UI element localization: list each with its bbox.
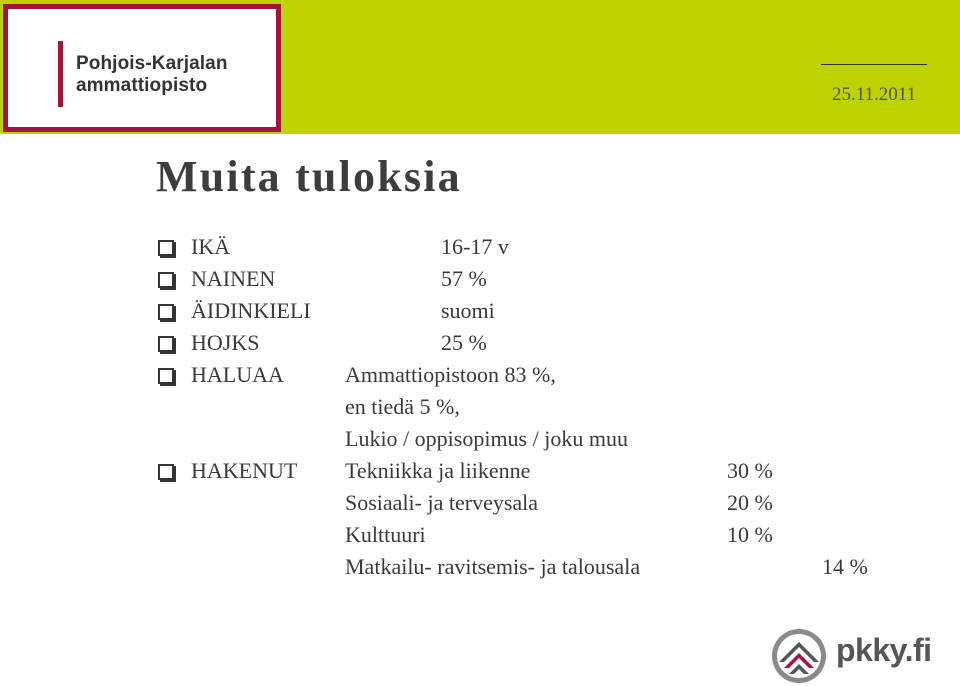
item-value: 25 %: [441, 330, 487, 355]
logo-accent-bar: [58, 41, 63, 107]
item-label: ÄIDINKIELI: [191, 298, 311, 323]
slide-title: Muita tuloksia: [156, 152, 462, 201]
item-value: 57 %: [441, 266, 487, 291]
pkky-logo-icon: [770, 626, 830, 684]
item-label: HAKENUT: [191, 458, 298, 483]
field-percent: 10 %: [727, 522, 773, 547]
item-value: Lukio / oppisopimus / joku muu: [345, 426, 628, 451]
field-name: Sosiaali- ja terveysala: [345, 490, 539, 515]
item-value: suomi: [441, 298, 495, 323]
footer-brand: pkky.fi: [836, 632, 932, 668]
field-percent: 30 %: [727, 458, 773, 483]
checkbox-bullet-icon: [158, 464, 174, 480]
field-percent: 14 %: [822, 554, 868, 579]
logo-text-line2: ammattiopisto: [76, 75, 208, 96]
checkbox-bullet-icon: [158, 304, 174, 320]
item-label: HOJKS: [191, 330, 260, 355]
item-label: HALUAA: [191, 362, 284, 387]
logo-text-line1: Pohjois-Karjalan: [76, 53, 228, 74]
checkbox-bullet-icon: [158, 240, 174, 256]
item-label: IKÄ: [191, 234, 231, 259]
item-value: Ammattiopistoon 83 %,: [345, 362, 556, 387]
checkbox-bullet-icon: [158, 336, 174, 352]
item-value: 16-17 v: [441, 234, 509, 259]
item-label: NAINEN: [191, 266, 276, 291]
checkbox-bullet-icon: [158, 272, 174, 288]
slide-date: 25.11.2011: [832, 84, 917, 105]
field-name: Kulttuuri: [345, 522, 426, 547]
checkbox-bullet-icon: [158, 368, 174, 384]
field-name: Matkailu- ravitsemis- ja talousala: [345, 554, 641, 579]
field-name: Tekniikka ja liikenne: [345, 458, 531, 483]
institution-logo: [3, 4, 281, 132]
date-divider: [821, 64, 927, 65]
field-percent: 20 %: [727, 490, 773, 515]
item-value: en tiedä 5 %,: [345, 394, 460, 419]
